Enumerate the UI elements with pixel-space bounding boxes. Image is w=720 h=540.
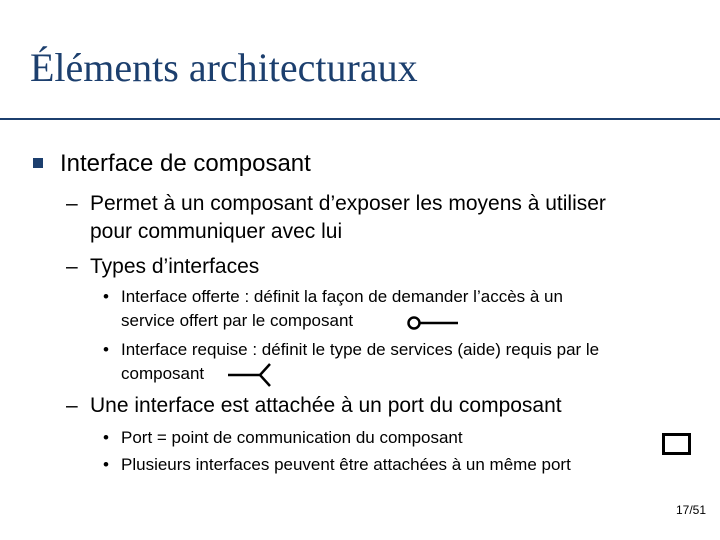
title-divider	[0, 118, 720, 120]
sub-bullet-2: Types d’interfaces	[90, 255, 260, 278]
dot-bullet: •	[103, 287, 109, 306]
dot-bullet: •	[103, 428, 109, 447]
square-bullet-icon	[33, 158, 43, 168]
required-interface-line-2: composant	[121, 364, 205, 383]
required-interface-socket-icon	[226, 362, 276, 388]
port-definition: Port = point de communication du composant	[121, 428, 463, 447]
dash-bullet: –	[66, 255, 78, 278]
slide-title: Éléments architecturaux	[30, 45, 418, 90]
dot-bullet: •	[103, 455, 109, 474]
provided-interface-line-1: Interface offerte : définit la façon de demander l’accès à un	[121, 287, 563, 306]
dash-bullet: –	[66, 394, 78, 417]
sub-bullet-3: Une interface est attachée à un port du composant	[90, 394, 562, 417]
port-square-icon	[662, 433, 692, 457]
required-interface-line-1: Interface requise : définit le type de services (aide) requis par le	[121, 340, 600, 359]
provided-interface-line-2: service offert par le composant	[121, 311, 354, 330]
page-number: 17/51	[675, 503, 706, 517]
multiple-interfaces-port: Plusieurs interfaces peuvent être attachées à un même port	[121, 455, 571, 474]
sub-bullet-1-line-1: Permet à un composant d’exposer les moyens à utiliser	[90, 192, 606, 215]
bullet-interface-composant: Interface de composant	[60, 150, 311, 177]
dash-bullet: –	[66, 192, 78, 215]
sub-bullet-1-line-2: pour communiquer avec lui	[90, 220, 343, 243]
dot-bullet: •	[103, 340, 109, 359]
provided-interface-lollipop-icon	[404, 313, 460, 333]
